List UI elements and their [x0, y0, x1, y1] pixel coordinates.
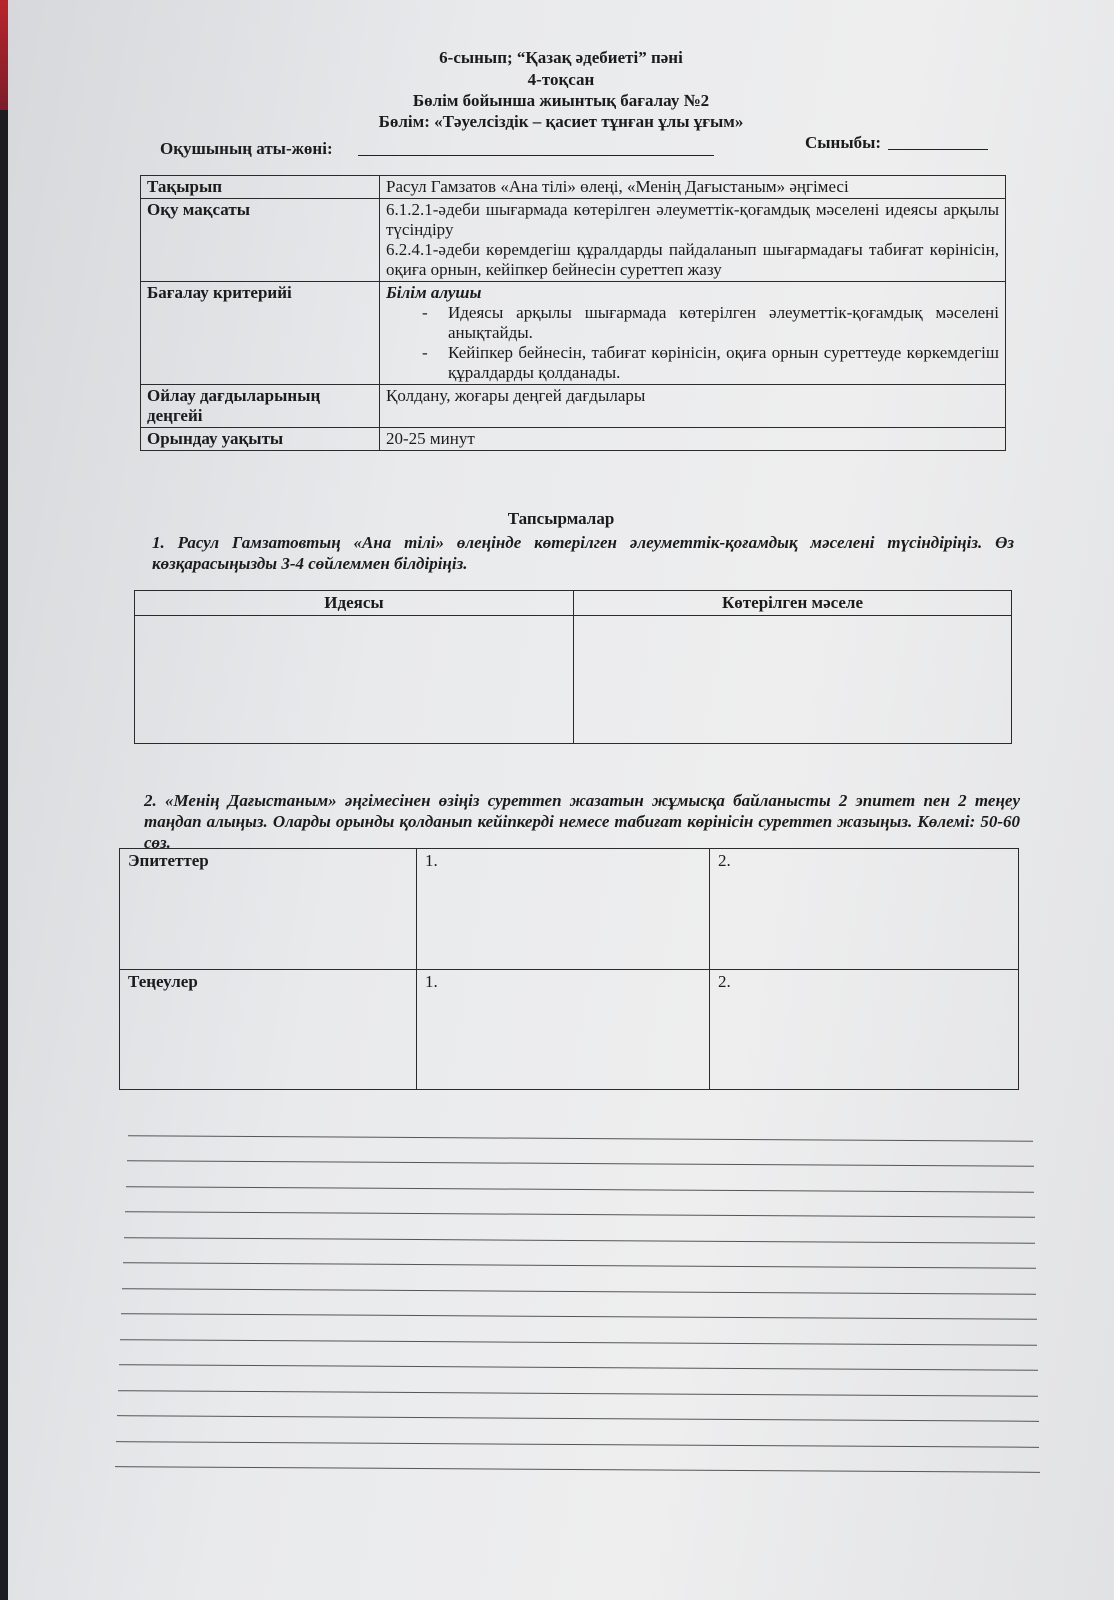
header-quarter: 4-тоқсан [527, 70, 595, 89]
similes-label: Теңеулер [120, 969, 417, 1090]
writing-line[interactable] [128, 1135, 1033, 1142]
ideas-column-header: Идеясы [135, 591, 574, 616]
topic-label: Тақырып [141, 176, 380, 199]
student-name-text: Оқушының аты-жөні: [160, 139, 333, 158]
header-assessment: Бөлім бойынша жиынтық бағалау №2 [412, 91, 710, 110]
task-2-text: 2. «Менің Дағыстаным» әңгімесінен өзіңіз суреттеп жазатын жұмысқа байланысты 2 эпитет пен 2 теңеу таңдап алыңыз. Оларды орынды қолданып кейіпкерді немесе табиғат көрінісін суреттеп жазыңыз. Көлемі: 50-60 сөз. [144, 791, 1020, 852]
task-1-header-row [135, 591, 1012, 616]
writing-line[interactable] [126, 1186, 1034, 1193]
row-time [141, 428, 1006, 451]
epithet-number-1: 1. [425, 851, 438, 870]
epithet-cell-2[interactable] [710, 849, 1019, 970]
header-subject: 6-сынып; “Қазақ әдебиеті” пәні [439, 48, 683, 67]
row-criteria [141, 282, 1006, 385]
row-skills [141, 385, 1006, 428]
header-section: Бөлім: «Тәуелсіздік – қасиет тұнған ұлы ұғым» [378, 112, 744, 131]
epithets-label: Эпитеттер [120, 849, 417, 970]
time-label: Орындау уақыты [141, 428, 380, 451]
task-1-answer-row [135, 616, 1012, 744]
task-1-text: 1. Расул Гамзатовтың «Ана тілі» өлеңінде көтерілген әлеуметтік-қоғамдық мәселені түсіндіріңіз. Өз көзқарасыңызды 3-4 сөйлеммен білдіріңіз. [152, 533, 1014, 573]
criteria-label: Бағалау критерийі [141, 282, 380, 385]
writing-line[interactable] [120, 1339, 1037, 1346]
goal-label: Оқу мақсаты [141, 199, 380, 282]
simile-number-2: 2. [718, 971, 731, 991]
writing-line[interactable] [123, 1262, 1036, 1269]
writing-line[interactable] [116, 1441, 1039, 1448]
row-topic [141, 176, 1006, 199]
criteria-item-2: - Кейіпкер бейнесін, табиғат көрінісін, оқиға орнын суреттеуде көркемдегіш құралдарды қолданады. [448, 343, 999, 383]
simile-cell-1[interactable] [417, 969, 710, 1090]
goal-item-2: 6.2.4.1-әдеби көремдегіш құралдарды пайдаланып шығармадағы табиғат көрінісін, оқиға орнын, кейіпкер бейнесін суреттеп жазу [386, 240, 999, 279]
writing-line[interactable] [115, 1466, 1040, 1473]
goal-item-1: 6.1.2.1-әдеби шығармада көтерілген әлеуметтік-қоғамдық мәселені идеясы арқылы түсіндіру [386, 200, 999, 239]
student-name-line[interactable] [358, 155, 714, 156]
skills-label: Ойлау дағдыларының деңгейі [141, 385, 380, 428]
writing-line[interactable] [124, 1237, 1035, 1244]
epithet-number-2: 2. [718, 851, 731, 870]
ideas-answer-cell[interactable] [135, 616, 574, 744]
info-table [140, 175, 1006, 451]
writing-line[interactable] [119, 1364, 1038, 1371]
writing-line[interactable] [125, 1211, 1035, 1218]
goal-value [380, 199, 1006, 282]
writing-line[interactable] [121, 1313, 1037, 1320]
student-name-label [160, 139, 333, 159]
issue-answer-cell[interactable] [574, 616, 1012, 744]
simile-number-1: 1. [425, 971, 438, 991]
criteria-value [380, 282, 1006, 385]
topic-value: Расул Гамзатов «Ана тілі» өлеңі, «Менің Дағыстаным» әңгімесі [380, 176, 1006, 199]
tasks-heading: Тапсырмалар [507, 509, 615, 528]
skills-value: Қолдану, жоғары деңгей дағдылары [380, 385, 1006, 428]
time-value: 20-25 минут [380, 428, 1006, 451]
writing-line[interactable] [118, 1390, 1038, 1397]
row-goal [141, 199, 1006, 282]
epithet-cell-1[interactable] [417, 849, 710, 970]
criteria-list [386, 303, 999, 383]
epithets-row [120, 849, 1019, 970]
writing-line[interactable] [122, 1288, 1036, 1295]
task-1-table [134, 590, 1012, 744]
similes-row [120, 969, 1019, 1090]
class-line[interactable] [888, 149, 988, 150]
issue-column-header: Көтерілген мәселе [574, 591, 1012, 616]
writing-line[interactable] [127, 1160, 1034, 1167]
simile-cell-2[interactable] [710, 969, 1019, 1090]
class-label: Сыныбы: [805, 133, 882, 152]
criteria-item-1: - Идеясы арқылы шығармада көтерілген әлеуметтік-қоғамдық мәселені анықтайды. [448, 303, 999, 343]
writing-line[interactable] [117, 1415, 1039, 1422]
criteria-intro: Білім алушы [386, 283, 482, 302]
worksheet-page [8, 0, 1114, 1600]
task-2-table [119, 848, 1019, 1090]
